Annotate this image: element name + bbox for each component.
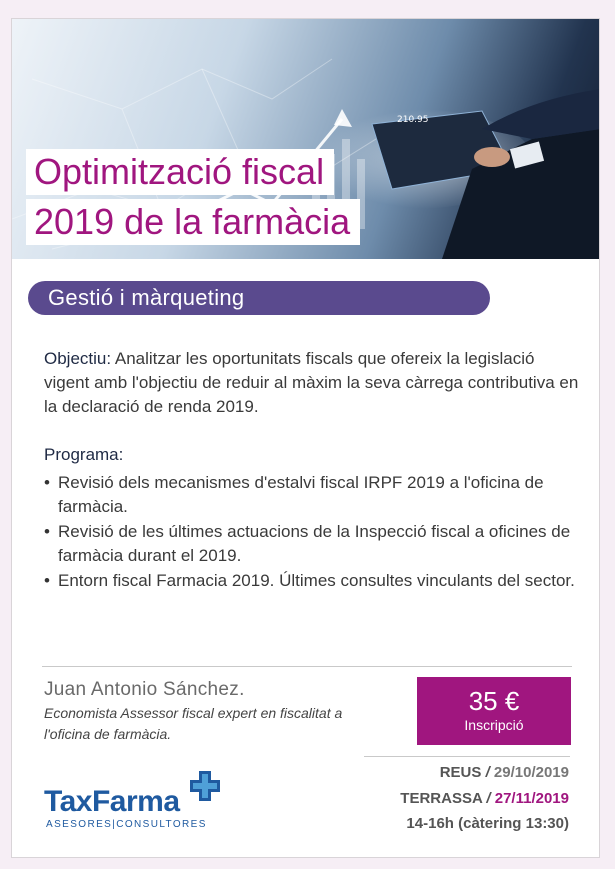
schedule-city: TERRASSA [400,790,483,807]
schedule-row-reus [440,764,569,781]
bullet-icon: • [44,473,50,492]
speaker-name: Juan Antonio Sánchez. [44,679,245,700]
objective-label: Objectiu: [44,349,112,368]
bullet-icon: • [44,571,50,590]
program-item-text: Revisió dels mecanismes d'estalvi fiscal IRPF 2019 a l'oficina de farmàcia. [58,473,544,516]
logo-tagline: ASESORES|CONSULTORES [46,819,207,830]
logo-wordmark: TaxFarma [44,785,180,818]
program-item [44,569,584,593]
registration-price-box[interactable] [417,677,571,745]
schedule-date: 27/11/2019 [494,790,569,807]
program-item [44,471,584,519]
program-item-text: Revisió de les últimes actuacions de la Inspecció fiscal a oficines de farmàcia durant el 2019. [58,522,571,565]
divider [42,666,572,667]
pharmacy-cross-icon [190,771,220,801]
program-item-text: Entorn fiscal Farmacia 2019. Últimes consultes vinculants del sector. [58,571,575,590]
course-flyer [11,18,600,858]
title-line-1: Optimització fiscal [26,149,334,195]
program-label: Programa: [44,445,124,464]
price-label: Inscripció [464,717,524,733]
hero-banner [12,19,600,259]
schedule-separator: / [486,790,491,807]
program-item [44,520,584,568]
divider [364,756,570,757]
hero-screen-value: 210.95 [397,115,429,125]
title-line-2: 2019 de la farmàcia [26,199,360,245]
schedule-city: REUS [439,764,482,781]
price-amount: 35 € [468,686,520,716]
taxfarma-logo [44,771,224,831]
objective-paragraph [44,347,584,419]
category-pill: Gestió i màrqueting [28,281,490,315]
speaker-role: Economista Assessor fiscal expert en fiscalitat a l'oficina de farmàcia. [44,705,343,742]
schedule-separator: / [485,764,494,781]
objective-text: Analitzar les oportunitats fiscals que ofereix la legislació vigent amb l'objectiu de reduir al màxim la seva càrrega contributiva en la declaració de renda 2019. [44,349,579,416]
bullet-icon: • [44,522,50,541]
schedule-time: 14-16h (càtering 13:30) [406,815,569,832]
schedule-row-terrassa [400,790,569,807]
schedule-date: 29/10/2019 [493,764,569,781]
